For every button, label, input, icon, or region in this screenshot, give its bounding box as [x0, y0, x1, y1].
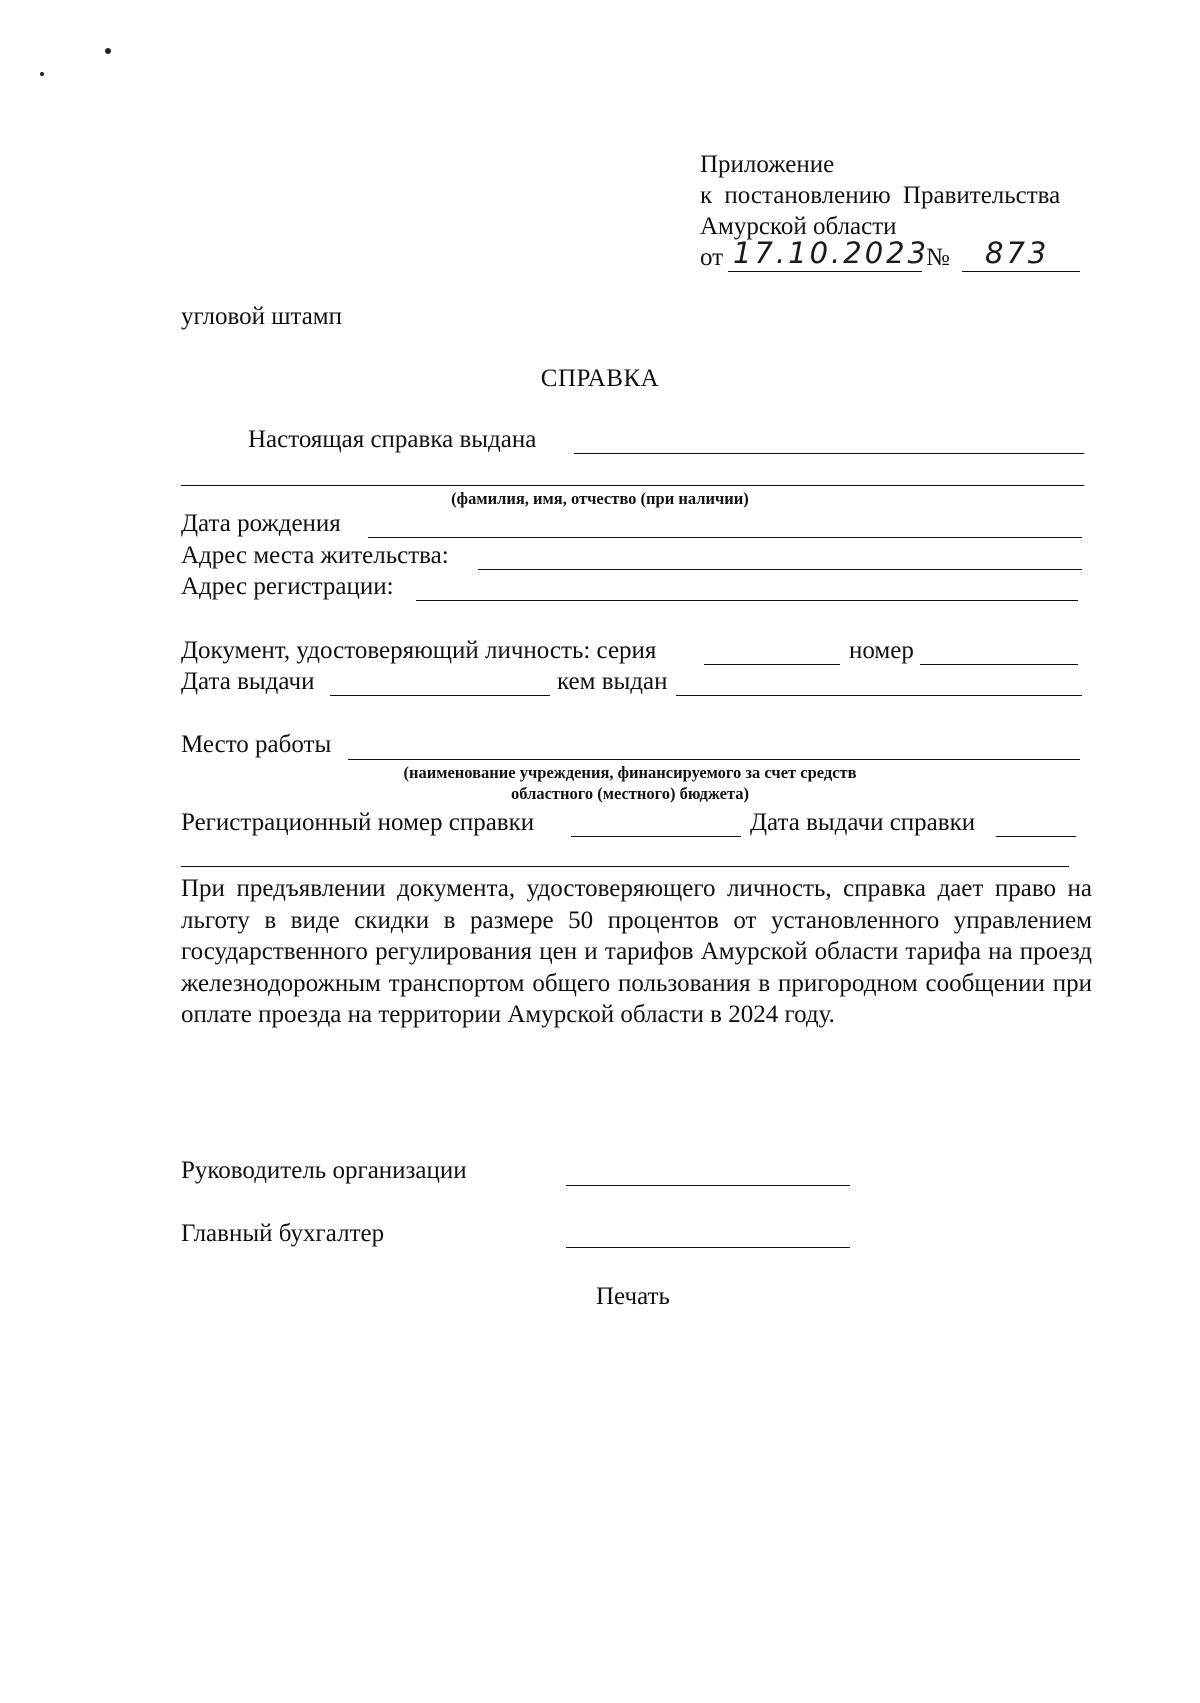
seal-label: Печать — [596, 1283, 670, 1310]
issued-by-label: кем выдан — [557, 668, 668, 695]
reg-number-line[interactable] — [571, 836, 741, 837]
issue-date-label: Дата выдачи — [181, 668, 315, 695]
accountant-signature-line[interactable] — [566, 1247, 850, 1248]
fio-line[interactable] — [181, 485, 1084, 486]
cert-issue-date-line[interactable] — [996, 836, 1076, 837]
id-number-line[interactable] — [920, 664, 1078, 665]
registration-address-line[interactable] — [416, 600, 1078, 601]
appendix-number-label: № — [926, 244, 950, 271]
id-series-label: Документ, удостоверяющий личность: серия — [181, 637, 657, 664]
birth-date-line[interactable] — [368, 537, 1082, 538]
appendix-line-2: к постановлению Правительства — [700, 182, 1061, 209]
birth-date-label: Дата рождения — [181, 510, 341, 537]
id-series-line[interactable] — [704, 664, 840, 665]
workplace-label: Место работы — [181, 731, 332, 758]
scan-speck — [40, 72, 44, 76]
issued-by-line[interactable] — [676, 695, 1082, 696]
body-paragraph: При предъявлении документа, удостоверяющего личность, справка дает право на льготу в виде скидки в размере 50 процентов от установленного управлением государственного регулирования цен и тарифов Амурской области тарифа на проезд железнодорожным транспортом общего пользования в пригородном сообщении при оплате проезда на территории Амурской области в 2024 году. — [181, 875, 1092, 1028]
workplace-caption-1: (наименование учреждения, финансируемого за счет средств — [403, 763, 857, 782]
number-underline — [962, 271, 1080, 272]
issued-to-label: Настоящая справка выдана — [248, 426, 537, 453]
fio-caption: (фамилия, имя, отчество (при наличии) — [451, 489, 749, 508]
document-title: СПРАВКА — [540, 365, 660, 392]
corner-stamp-label: угловой штамп — [181, 303, 342, 330]
workplace-caption-2: областного (местного) бюджета) — [510, 784, 750, 803]
residence-address-line[interactable] — [478, 569, 1082, 570]
scan-speck — [105, 48, 111, 54]
cert-issue-date-label: Дата выдачи справки — [750, 809, 976, 836]
registration-address-label: Адрес регистрации: — [181, 573, 394, 600]
accountant-signature-label: Главный бухгалтер — [181, 1220, 385, 1247]
id-number-label: номер — [849, 637, 914, 664]
appendix-line-3: Амурской области — [700, 213, 897, 240]
reg-number-label: Регистрационный номер справки — [181, 809, 535, 836]
head-signature-label: Руководитель организации — [181, 1157, 467, 1184]
issue-date-line[interactable] — [330, 695, 550, 696]
head-signature-line[interactable] — [566, 1185, 850, 1186]
appendix-from-label: от — [700, 244, 724, 271]
residence-address-label: Адрес места жительства: — [181, 542, 449, 569]
issued-to-line[interactable] — [574, 453, 1084, 454]
date-underline — [728, 271, 922, 272]
appendix-line-1: Приложение — [700, 151, 835, 178]
handwritten-date: 17.10.2023 — [733, 236, 930, 270]
workplace-line[interactable] — [348, 759, 1080, 760]
handwritten-number: 873 — [985, 236, 1050, 270]
separator-line — [181, 866, 1069, 867]
